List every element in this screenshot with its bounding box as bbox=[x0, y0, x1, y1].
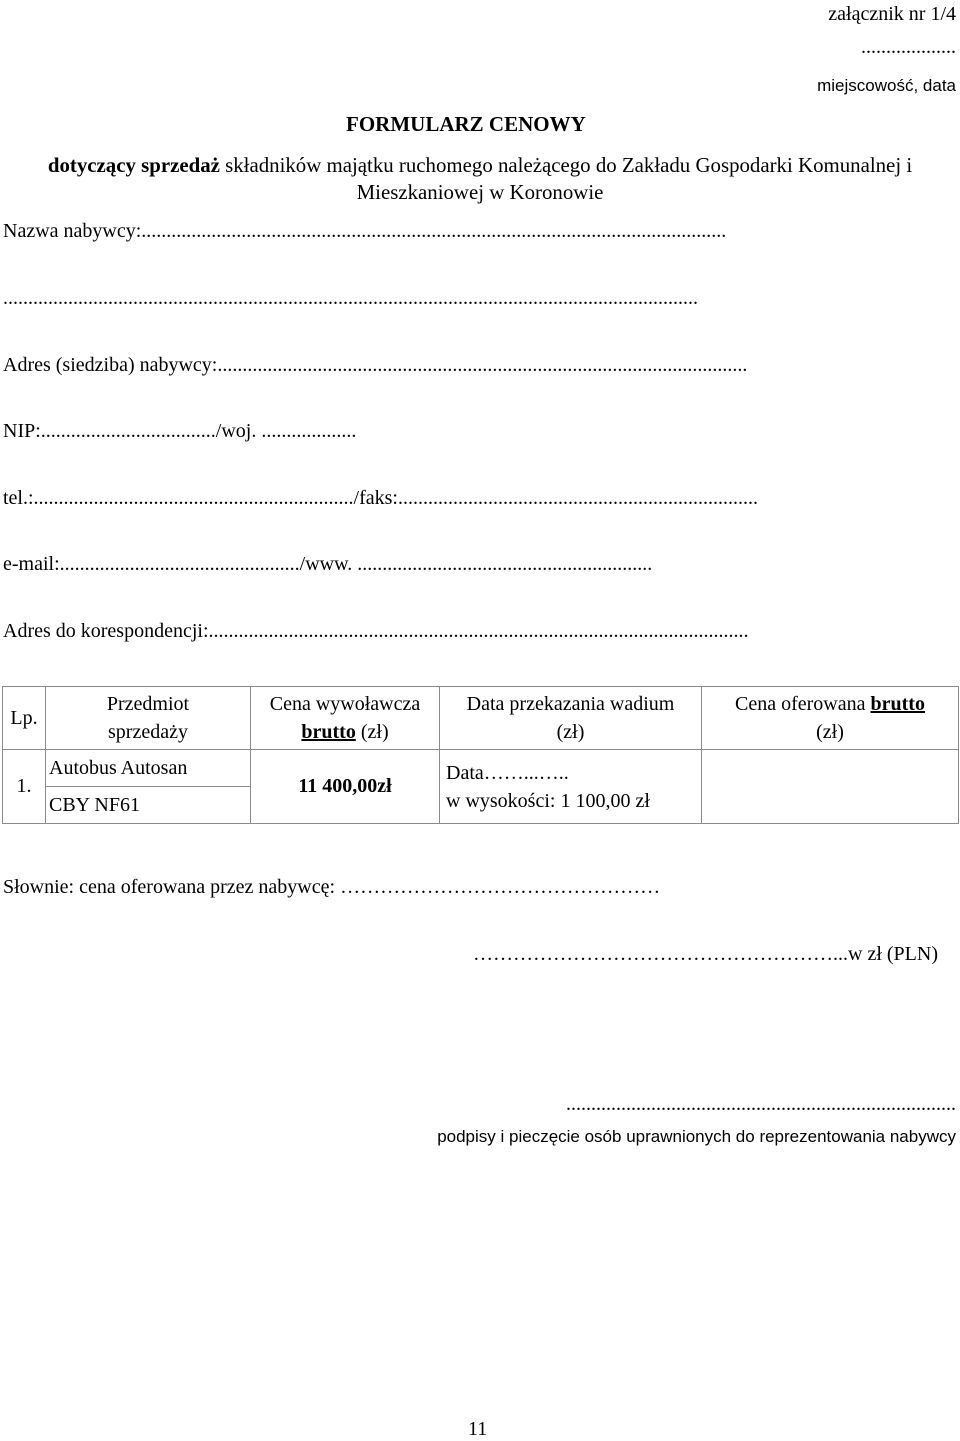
amount-in-words[interactable] bbox=[3, 876, 660, 899]
row-deposit-date: Data……...….. bbox=[446, 761, 569, 784]
date-caption: miejscowość, data bbox=[817, 76, 956, 95]
header-offer-line1: Cena oferowana bbox=[735, 693, 871, 715]
form-subject bbox=[0, 152, 960, 206]
header-deposit-line2: (zł) bbox=[556, 721, 585, 743]
header-deposit-line1: Data przekazania wadium bbox=[466, 693, 675, 715]
correspondence-address-field[interactable]: Adres do korespondencji:............................................................................................................ bbox=[3, 620, 749, 642]
row-item-line1: Autobus Autosan bbox=[46, 750, 250, 787]
form-title: FORMULARZ CENOWY bbox=[346, 112, 586, 136]
header-price-unit: (zł) bbox=[355, 721, 389, 743]
header-price-line1: Cena wywoławcza bbox=[269, 693, 421, 715]
buyer-name-continuation[interactable]: ........................................................................................................................................... bbox=[3, 287, 698, 309]
nip-province-field[interactable]: NIP:.................................../woj. ................... bbox=[3, 420, 357, 442]
header-item-line2: sprzedaży bbox=[108, 721, 188, 743]
row-starting-price: 11 400,00zł bbox=[251, 750, 440, 824]
header-deposit bbox=[440, 687, 702, 750]
header-offered-price bbox=[702, 687, 959, 750]
table-header-row bbox=[3, 687, 959, 750]
buyer-address-field[interactable]: Adres (siedziba) nabywcy:.......................................................................................................... bbox=[3, 354, 748, 376]
header-offer-bold: brutto bbox=[870, 693, 925, 715]
email-www-field[interactable]: e-mail:................................................/www. ........................................................... bbox=[3, 553, 653, 575]
row-deposit[interactable] bbox=[440, 750, 702, 824]
header-item-line1: Przedmiot bbox=[106, 693, 190, 715]
header-offer-line1-wrap bbox=[706, 690, 954, 718]
header-item bbox=[46, 687, 251, 750]
words-label: Słownie: cena oferowana przez nabywcę: bbox=[3, 876, 341, 898]
row-offered-price[interactable] bbox=[702, 750, 959, 824]
words-fill-1[interactable]: ………………………………………… bbox=[340, 876, 661, 898]
header-starting-price bbox=[251, 687, 440, 750]
phone-fax-field[interactable]: tel.:................................................................/faks:........................................................................ bbox=[3, 487, 758, 509]
offer-table bbox=[2, 686, 959, 824]
header-price-bold: brutto bbox=[301, 721, 356, 743]
row-item-line2: CBY NF61 bbox=[49, 794, 140, 816]
signature-dotted-line[interactable]: .............................................................................. bbox=[566, 1093, 956, 1115]
row-lp: 1. bbox=[3, 750, 46, 824]
row-deposit-amount: w wysokości: 1 100,00 zł bbox=[446, 789, 650, 812]
header-lp: Lp. bbox=[3, 687, 46, 750]
annex-label: załącznik nr 1/4 bbox=[828, 3, 956, 25]
page-number: 11 bbox=[468, 1418, 488, 1440]
header-price-line2 bbox=[255, 718, 435, 746]
signature-caption: podpisy i pieczęcie osób uprawnionych do reprezentowania nabywcy bbox=[437, 1127, 956, 1146]
words-fill-2[interactable]: ………………………………………………...w zł (PLN) bbox=[473, 943, 938, 965]
buyer-name-field[interactable]: Nazwa nabywcy:..................................................................................................................... bbox=[3, 220, 727, 242]
table-row bbox=[3, 750, 959, 824]
row-item bbox=[46, 750, 251, 824]
date-dotted-line[interactable]: ................... bbox=[861, 36, 956, 58]
subject-bold: dotyczący sprzedaż bbox=[47, 153, 220, 177]
header-offer-line2: (zł) bbox=[816, 721, 844, 743]
subject-text: składników majątku ruchomego należącego do Zakładu Gospodarki Komunalnej i Mieszkaniowej w Koronowie bbox=[219, 153, 913, 204]
